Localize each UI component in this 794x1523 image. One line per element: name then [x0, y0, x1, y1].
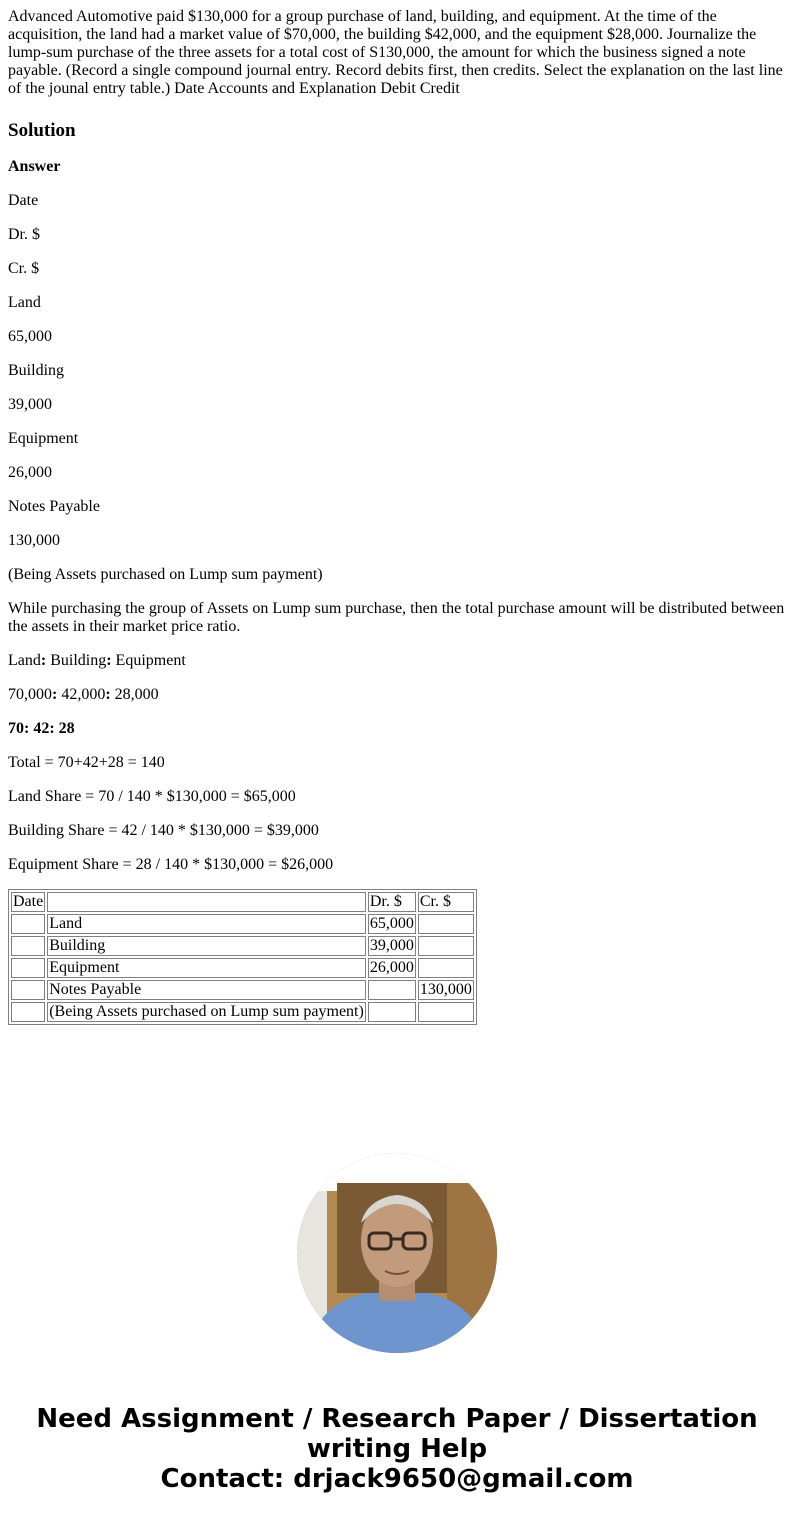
row-account: Building [47, 936, 366, 956]
answer-equipment: Equipment [8, 430, 79, 447]
ratio-value-building: 42,000 [61, 686, 106, 703]
table-header-row [11, 892, 474, 912]
answer-explanation: (Being Assets purchased on Lump sum payment) [8, 566, 323, 583]
answer-land-amount: 65,000 [8, 328, 52, 345]
ratio-name-building: Building [50, 652, 107, 669]
table-row [11, 980, 474, 1000]
ratio-value-equipment: 28,000 [114, 686, 159, 703]
ratio-name-land: Land [8, 652, 41, 669]
row-cr [418, 914, 474, 934]
table-row [11, 936, 474, 956]
header-account [47, 892, 366, 912]
row-cr [418, 1002, 474, 1022]
calc-total: Total = 70+42+28 = 140 [8, 754, 165, 771]
author-avatar [297, 1153, 497, 1353]
answer-date: Date [8, 192, 39, 209]
row-dr [368, 980, 416, 1000]
ratio-values: 70,000: 42,000: 28,000 [8, 686, 159, 703]
row-account: Notes Payable [47, 980, 366, 1000]
answer-label-text: Answer [8, 158, 61, 175]
row-date [11, 914, 45, 934]
row-date [11, 980, 45, 1000]
row-dr: 65,000 [369, 915, 414, 932]
journal-entry-table [8, 889, 477, 1025]
answer-label [8, 158, 786, 176]
row-date [11, 936, 45, 956]
author-portrait [297, 1153, 497, 1353]
calc-land-share: Land Share = 70 / 140 * $130,000 = $65,000 [8, 788, 296, 805]
answer-building-amount: 39,000 [8, 396, 52, 413]
explanation-paragraph: While purchasing the group of Assets on Lump sum purchase, then the total purchase amount will be distributed between the assets in their market price ratio. [8, 600, 785, 635]
row-account: Equipment [47, 958, 366, 978]
ratio-simplified-text: 70: 42: 28 [8, 720, 75, 737]
table-row [11, 958, 474, 978]
ratio-name-equipment: Equipment [115, 652, 186, 669]
row-account: (Being Assets purchased on Lump sum payment) [49, 1003, 364, 1020]
ratio-value-land: 70,000 [8, 686, 52, 703]
row-cr [418, 958, 474, 978]
row-date [11, 1002, 45, 1022]
row-cr [418, 936, 474, 956]
promo-line-2: writing Help [306, 1434, 488, 1464]
row-date [11, 958, 45, 978]
ratio-simplified [8, 720, 786, 738]
table-row [11, 914, 474, 934]
row-dr: 39,000 [369, 937, 414, 954]
row-dr [368, 1002, 416, 1022]
calc-building-share: Building Share = 42 / 140 * $130,000 = $39,000 [8, 822, 319, 839]
answer-land: Land [8, 294, 41, 311]
answer-dr: Dr. $ [8, 226, 40, 243]
header-date: Date [13, 893, 44, 910]
answer-notes-payable: Notes Payable [8, 498, 100, 515]
ratio-names: Land: Building: Equipment [8, 652, 186, 669]
promo-line-1: Need Assignment / Research Paper / Dissertation [36, 1404, 758, 1434]
header-cr: Cr. $ [418, 892, 474, 912]
table-row [11, 1002, 474, 1022]
header-dr: Dr. $ [368, 892, 416, 912]
answer-building: Building [8, 362, 65, 379]
promo-banner [0, 1404, 794, 1494]
answer-equipment-amount: 26,000 [8, 464, 52, 481]
promo-contact: Contact: drjack9650@gmail.com [160, 1464, 634, 1494]
row-cr: 130,000 [419, 981, 472, 998]
answer-cr: Cr. $ [8, 260, 40, 277]
answer-notes-payable-amount: 130,000 [8, 532, 60, 549]
row-dr: 26,000 [369, 959, 414, 976]
solution-heading: Solution [8, 120, 76, 141]
row-account: Land [47, 914, 366, 934]
question-text: Advanced Automotive paid $130,000 for a group purchase of land, building, and equipment. At the time of the acquisition, the land had a market value of $70,000, the building $42,000, and the equipment $28,000. Journalize the lump-sum purchase of the three assets for a total cost of S130,000, the amount for which the business signed a note payable. (Record a single compound journal entry. Record debits first, then credits. Select the explanation on the last line of the jounal entry table.) Date Accounts and Explanation Debit Credit [8, 8, 783, 97]
calc-equipment-share: Equipment Share = 28 / 140 * $130,000 = $26,000 [8, 856, 334, 873]
